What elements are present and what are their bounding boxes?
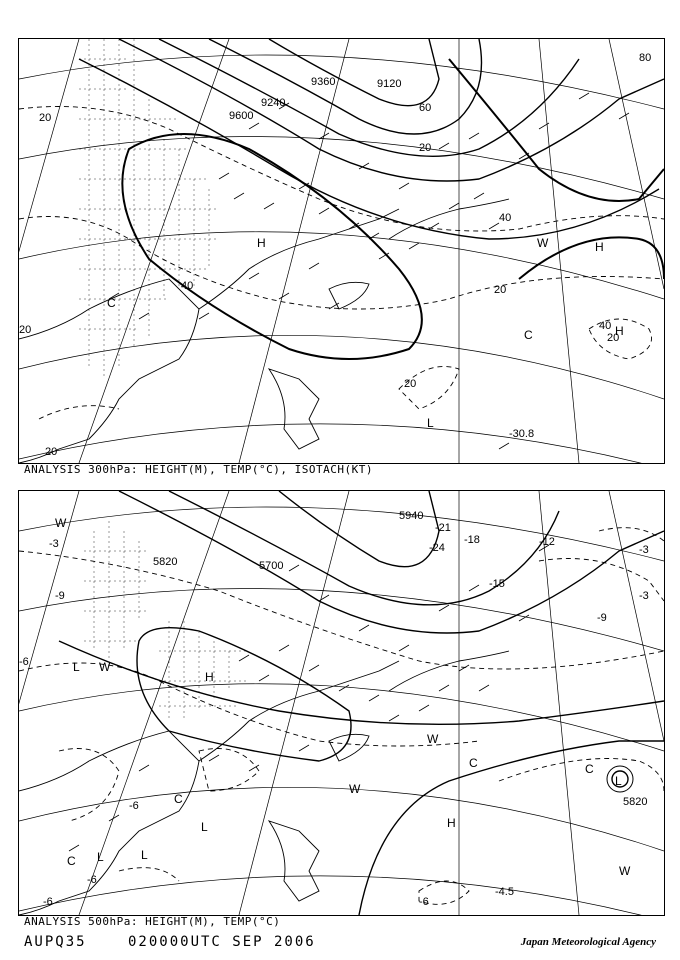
system-marker: W — [99, 660, 111, 674]
temp-label: -9 — [597, 612, 607, 624]
height-label: 5940 — [399, 510, 424, 522]
system-marker: L — [97, 850, 104, 864]
system-marker: H — [205, 670, 214, 684]
height-label: 9600 — [229, 110, 254, 122]
system-marker: C — [585, 762, 594, 776]
height-labels — [229, 76, 401, 122]
isotach-label: 80 — [639, 52, 652, 64]
temp-label: -6 — [87, 874, 97, 886]
pressure-systems — [107, 236, 624, 430]
system-marker: H — [595, 240, 604, 254]
caption-300hpa: ANALYSIS 300hPa: HEIGHT(M), TEMP(°C), ISOTACH(KT) — [24, 463, 374, 476]
system-marker: W — [349, 782, 361, 796]
isotach-label: 20 — [19, 324, 32, 336]
isotach-label: 40 — [499, 212, 512, 224]
isotach-label: 20 — [45, 446, 58, 458]
height-label: 5820 — [623, 796, 648, 808]
graticule — [19, 491, 664, 915]
isotach-label: 20 — [39, 112, 52, 124]
system-marker: W — [55, 516, 67, 530]
temp-label: -3 — [639, 590, 649, 602]
system-marker: H — [257, 236, 266, 250]
system-marker: H — [447, 816, 456, 830]
system-marker: L — [427, 416, 434, 430]
system-marker: C — [107, 296, 116, 310]
isotach-label: 40 — [599, 320, 612, 332]
temp-label: -6 — [129, 800, 139, 812]
temp-label: -15 — [489, 578, 505, 590]
system-marker: H — [615, 324, 624, 338]
terrain-hatch — [79, 39, 219, 379]
map-500hpa-svg — [19, 491, 664, 915]
graticule — [19, 39, 664, 463]
height-label: 9360 — [311, 76, 336, 88]
temperature-contours — [19, 528, 664, 905]
station-value: -4.5 — [495, 886, 514, 898]
system-marker: W — [537, 236, 549, 250]
isotach-label: 40 — [181, 280, 194, 292]
temp-label: -21 — [435, 522, 451, 534]
terrain-hatch — [84, 521, 249, 721]
map-panel-300hpa — [18, 38, 665, 464]
map-panel-500hpa — [18, 490, 665, 916]
isotach-labels — [19, 52, 651, 458]
temperature-contours — [19, 107, 664, 420]
system-marker: L — [73, 660, 80, 674]
system-marker: W — [427, 732, 439, 746]
isotach-label: 20 — [494, 284, 507, 296]
isotach-label: 60 — [419, 102, 432, 114]
system-marker: L — [201, 820, 208, 834]
chart-id: AUPQ35 — [24, 934, 87, 950]
height-labels — [153, 510, 647, 808]
temp-label: -12 — [539, 536, 555, 548]
valid-time: 020000UTC SEP 2006 — [128, 934, 316, 950]
system-marker: C — [469, 756, 478, 770]
system-marker: W — [619, 864, 631, 878]
height-label: 5820 — [153, 556, 178, 568]
temp-label: -24 — [429, 542, 445, 554]
temperature-labels — [19, 522, 649, 908]
temp-label: -9 — [55, 590, 65, 602]
system-marker: C — [67, 854, 76, 868]
height-label: 9240 — [261, 97, 286, 109]
pressure-systems — [55, 516, 631, 878]
isotach-label: 20 — [419, 142, 432, 154]
system-marker: L — [141, 848, 148, 862]
wind-barbs — [69, 545, 549, 851]
temp-label: -3 — [49, 538, 59, 550]
temp-label: -3 — [639, 544, 649, 556]
system-marker: C — [174, 792, 183, 806]
isotach-label: 20 — [404, 378, 417, 390]
caption-500hpa: ANALYSIS 500hPa: HEIGHT(M), TEMP(°C) — [24, 915, 281, 928]
temp-label: -6 — [419, 896, 429, 908]
agency-credit: Japan Meteorological Agency — [520, 936, 656, 948]
system-marker: L — [615, 774, 622, 788]
height-label: 9120 — [377, 78, 402, 90]
isotach-label: 20 — [607, 332, 620, 344]
system-marker: C — [524, 328, 533, 342]
temp-label: -18 — [464, 534, 480, 546]
station-value: -30.8 — [509, 428, 535, 440]
map-300hpa-svg — [19, 39, 664, 463]
temp-label: -6 — [43, 896, 53, 908]
temp-label: -6 — [19, 656, 29, 668]
height-label: 5700 — [259, 560, 284, 572]
